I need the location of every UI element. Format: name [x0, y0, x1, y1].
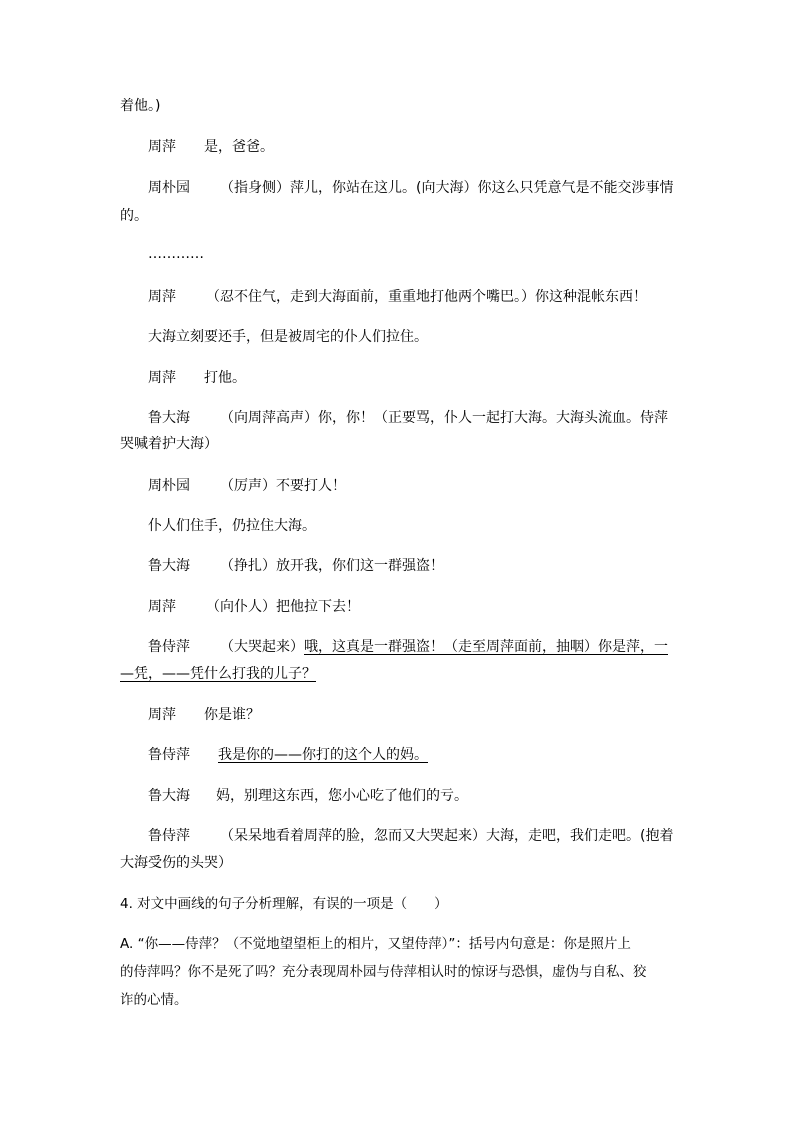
dialogue-text: 是，爸爸。: [204, 139, 274, 155]
dialogue-line: [148, 745, 428, 765]
dialogue-text: 你是谁？: [204, 707, 260, 723]
dialogue-line: [148, 705, 260, 725]
underlined-sentence: 哦，这真是一群强盗！（走至周萍面前，抽咽）你是萍，一: [304, 639, 668, 655]
dialogue-line: [148, 826, 673, 846]
speaker-name: 周萍: [148, 370, 176, 386]
question-stem: 4. 对文中画线的句子分析理解，有误的一项是（ ）: [120, 896, 448, 912]
dialogue-line: [148, 137, 274, 157]
text-line: 的。: [120, 208, 148, 224]
dialogue-line: [148, 408, 668, 428]
dialogue-line: [148, 637, 668, 657]
stage-direction: 仆人们住手，仍拉住大海。: [148, 518, 316, 534]
text-line: 哭喊着护大海）: [120, 436, 218, 452]
text-line: [120, 664, 316, 684]
dialogue-text: 妈，别理这东西，您小心吃了他们的亏。: [216, 788, 468, 804]
speaker-name: 周萍: [148, 289, 176, 305]
dialogue-line: [148, 597, 360, 617]
speaker-name: 鲁侍萍: [148, 747, 190, 763]
dialogue-line: [148, 476, 346, 496]
speaker-name: 周萍: [148, 139, 176, 155]
text-line: 大海受伤的头哭）: [120, 855, 232, 871]
dialogue-line: [148, 287, 647, 307]
speaker-name: 周朴园: [148, 478, 190, 494]
dialogue-text: （厉声）不要打人！: [220, 478, 346, 494]
ellipsis-line: …………: [148, 246, 204, 262]
dialogue-text: （向仆人）把他拉下去！: [206, 599, 360, 615]
dialogue-text: （大哭起来）: [220, 639, 304, 655]
speaker-name: 周萍: [148, 707, 176, 723]
speaker-name: 鲁大海: [148, 788, 190, 804]
dialogue-line: [148, 368, 246, 388]
option-a-line: 诈的心情。: [120, 992, 188, 1008]
dialogue-line: [148, 786, 468, 806]
dialogue-line: [148, 178, 673, 198]
dialogue-line: [148, 556, 444, 576]
text-line: 着他。): [120, 98, 161, 114]
speaker-name: 周朴园: [148, 180, 190, 196]
dialogue-text: （挣扎）放开我，你们这一群强盗！: [220, 558, 444, 574]
dialogue-text: （向周萍高声）你，你！（正要骂，仆人一起打大海。大海头流血。侍萍: [220, 410, 668, 426]
dialogue-text: （呆呆地看着周萍的脸，忽而又大哭起来）大海，走吧，我们走吧。(抱着: [220, 828, 674, 844]
speaker-name: 周萍: [148, 599, 176, 615]
dialogue-text: （忍不住气，走到大海面前，重重地打他两个嘴巴。）你这种混帐东西！: [206, 289, 647, 305]
speaker-name: 鲁大海: [148, 558, 190, 574]
dialogue-text: （指身侧）萍儿，你站在这儿。(向大海）你这么只凭意气是不能交涉事情: [220, 180, 674, 196]
speaker-name: 鲁侍萍: [148, 828, 190, 844]
dialogue-text: 打他。: [204, 370, 246, 386]
stage-direction: 大海立刻要还手，但是被周宅的仆人们拉住。: [148, 329, 428, 345]
speaker-name: 鲁大海: [148, 410, 190, 426]
speaker-name: 鲁侍萍: [148, 639, 190, 655]
underlined-sentence: —凭，——凭什么打我的儿子？: [120, 666, 316, 682]
underlined-sentence: 我是你的——你打的这个人的妈。: [218, 747, 428, 763]
option-a-line: 的侍萍吗？你不是死了吗？充分表现周朴园与侍萍相认时的惊讶与恐惧，虚伪与自私、狡: [120, 964, 647, 980]
option-a-line: A. “你——侍萍？（不觉地望望柜上的相片，又望侍萍）”：括号内句意是：你是照片上: [120, 936, 631, 952]
